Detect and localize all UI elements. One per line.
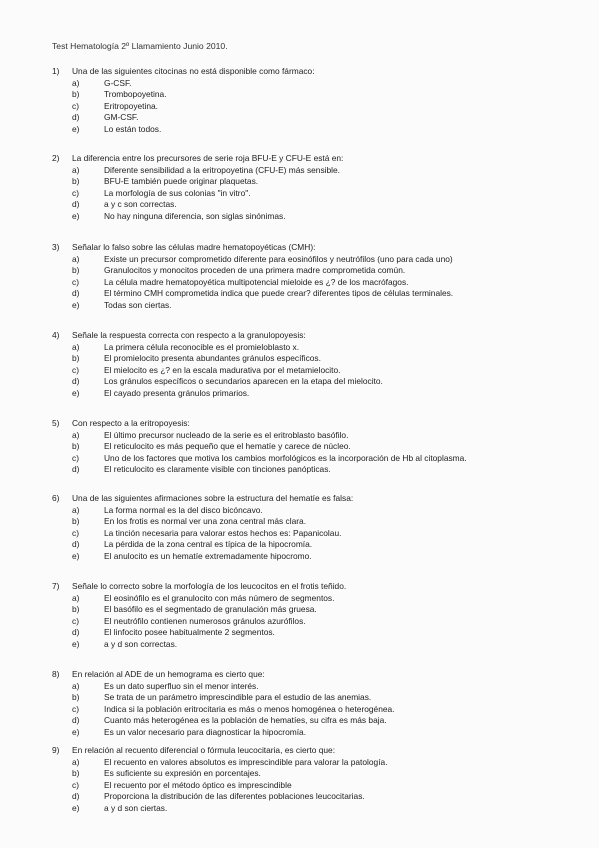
answer-option (52, 277, 572, 289)
option-letter: b) (72, 516, 80, 527)
answer-option (52, 757, 572, 769)
option-text: GM-CSF. (104, 112, 139, 123)
option-text: La primera célula reconocible es el promieloblasto x. (104, 341, 300, 352)
answer-option (52, 604, 572, 616)
option-text: Es un dato superfluo sin el menor interés. (104, 680, 259, 691)
answer-option (52, 715, 572, 727)
option-text: a y d son ciertas. (104, 802, 168, 813)
option-letter: d) (72, 112, 80, 123)
option-letter: d) (72, 539, 80, 550)
answer-option (52, 353, 572, 365)
question-number: 1) (52, 66, 60, 76)
answer-option (52, 101, 572, 113)
answer-option (52, 692, 572, 704)
question-stem (52, 153, 572, 165)
option-text: a y c son correctas. (104, 199, 177, 210)
question-text: Señale la respuesta correcta con respecto a la granulopoyesis: (72, 330, 306, 340)
question-4 (52, 330, 572, 400)
answer-option (52, 627, 572, 639)
option-letter: a) (72, 164, 80, 175)
question-text: Una de las siguientes citocinas no está disponible como fármaco: (72, 66, 315, 76)
option-text: El cayado presenta gránulos primarios. (104, 387, 250, 398)
option-letter: a) (72, 77, 80, 88)
question-3 (52, 242, 572, 312)
option-letter: c) (72, 615, 79, 626)
option-text: La morfología de sus colonias "in vitro". (104, 187, 251, 198)
option-text: Cuanto más heterogénea es la población de hematíes, su cifra es más baja. (104, 715, 387, 726)
option-letter: b) (72, 692, 80, 703)
option-letter: e) (72, 123, 80, 134)
option-text: El eosinófilo es el granulocito con más número de segmentos. (104, 592, 335, 603)
answer-option (52, 803, 572, 815)
question-number: 5) (52, 418, 60, 428)
answer-option (52, 441, 572, 453)
option-text: El basófilo es el segmentado de granulación más gruesa. (104, 604, 317, 615)
answer-option (52, 516, 572, 528)
option-text: Todas son ciertas. (104, 299, 172, 310)
option-letter: b) (72, 89, 80, 100)
option-letter: c) (72, 276, 79, 287)
answer-option (52, 681, 572, 693)
option-letter: d) (72, 288, 80, 299)
question-text: La diferencia entre los precursores de serie roja BFU-E y CFU-E está en: (72, 153, 344, 163)
option-text: Indica si la población eritrocitaria es más o menos homogénea o heterogénea. (104, 703, 395, 714)
option-letter: d) (72, 464, 80, 475)
option-letter: a) (72, 429, 80, 440)
answer-option (52, 124, 572, 136)
question-number: 7) (52, 581, 60, 591)
question-stem (52, 745, 572, 757)
option-text: El reticulocito es claramente visible con tinciones panópticas. (104, 464, 331, 475)
answer-option (52, 342, 572, 354)
question-1 (52, 66, 572, 136)
question-text: Señalar lo falso sobre las células madre hematopoyéticas (CMH): (72, 242, 316, 252)
option-text: Es suficiente su expresión en porcentajes. (104, 768, 261, 779)
question-number: 6) (52, 493, 60, 503)
answer-option (52, 505, 572, 517)
answer-option (52, 528, 572, 540)
option-text: Eritropoyetina. (104, 100, 158, 111)
answer-option (52, 727, 572, 739)
answer-option (52, 365, 572, 377)
option-text: Uno de los factores que motiva los cambios morfológicos es la incorporación de Hb al citoplasma. (104, 452, 467, 463)
option-text: Es un valor necesario para diagnosticar la hipocromía. (104, 726, 307, 737)
option-text: Existe un precursor comprometido diferente para eosinófilos y neutrófilos (uno para cada uno) (104, 253, 453, 264)
question-2 (52, 153, 572, 223)
document-title: Test Hematología 2º Llamamiento Junio 2010. (52, 41, 228, 51)
option-letter: a) (72, 592, 80, 603)
answer-option (52, 112, 572, 124)
answer-option (52, 89, 572, 101)
answer-option (52, 188, 572, 200)
question-7 (52, 581, 572, 651)
answer-option (52, 165, 572, 177)
option-letter: b) (72, 265, 80, 276)
option-letter: a) (72, 253, 80, 264)
option-text: El término CMH comprometida indica que puede crear? diferentes tipos de células terminales. (104, 288, 454, 299)
answer-option (52, 376, 572, 388)
option-text: Diferente sensibilidad a la eritropoyetina (CFU-E) más sensible. (104, 164, 340, 175)
option-text: El promielocito presenta abundantes gránulos específicos. (104, 353, 321, 364)
option-letter: d) (72, 376, 80, 387)
question-stem (52, 330, 572, 342)
answer-option (52, 254, 572, 266)
option-text: El reticulocito es más pequeño que el hematíe y carece de núcleo. (104, 441, 351, 452)
answer-option (52, 288, 572, 300)
answer-option (52, 639, 572, 651)
answer-option (52, 768, 572, 780)
answer-option (52, 616, 572, 628)
question-5 (52, 418, 572, 476)
option-text: a y d son correctas. (104, 638, 178, 649)
question-stem (52, 669, 572, 681)
option-text: Granulocitos y monocitos proceden de una primera madre comprometida común. (104, 265, 406, 276)
option-text: G-CSF. (104, 77, 132, 88)
question-text: Con respecto a la eritropoyesis: (72, 418, 190, 428)
answer-option (52, 539, 572, 551)
option-letter: c) (72, 703, 79, 714)
option-letter: e) (72, 802, 80, 813)
question-number: 9) (52, 745, 60, 755)
option-letter: b) (72, 768, 80, 779)
option-text: El anulocito es un hematíe extremadamente hipocromo. (104, 550, 312, 561)
option-letter: c) (72, 527, 79, 538)
option-letter: a) (72, 341, 80, 352)
option-letter: b) (72, 176, 80, 187)
option-text: La pérdida de la zona central es típica de la hipocromía. (104, 539, 313, 550)
option-letter: d) (72, 627, 80, 638)
option-letter: a) (72, 504, 80, 515)
question-stem (52, 581, 572, 593)
question-number: 3) (52, 242, 60, 252)
option-text: Los gránulos específicos o secundarios aparecen en la etapa del mielocito. (104, 376, 383, 387)
option-text: El mielocito es ¿? en la escala madurativa por el metamielocito. (104, 364, 341, 375)
option-text: La célula madre hematopoyética multipotencial mieloide es ¿? de los macrófagos. (104, 276, 409, 287)
answer-option (52, 265, 572, 277)
answer-option (52, 176, 572, 188)
question-number: 2) (52, 153, 60, 163)
option-text: En los frotis es normal ver una zona central más clara. (104, 516, 307, 527)
option-text: No hay ninguna diferencia, son siglas sinónimas. (104, 210, 286, 221)
option-text: Trombopoyetina. (104, 89, 167, 100)
option-text: El recuento por el método óptico es imprescindible (104, 779, 292, 790)
question-text: Una de las siguientes afirmaciones sobre la estructura del hematíe es falsa: (72, 493, 354, 503)
answer-option (52, 211, 572, 223)
option-letter: e) (72, 638, 80, 649)
option-text: Se trata de un parámetro imprescindible para el estudio de las anemias. (104, 692, 372, 703)
option-letter: c) (72, 187, 79, 198)
option-text: El linfocito posee habitualmente 2 segmentos. (104, 627, 275, 638)
question-stem (52, 418, 572, 430)
question-stem (52, 66, 572, 78)
option-letter: e) (72, 210, 80, 221)
option-text: El último precursor nucleado de la serie es el eritroblasto basófilo. (104, 429, 349, 440)
option-letter: e) (72, 387, 80, 398)
option-letter: e) (72, 299, 80, 310)
answer-option (52, 430, 572, 442)
option-text: La tinción necesaria para valorar estos hechos es: Papanicolau. (104, 527, 342, 538)
option-letter: c) (72, 452, 79, 463)
answer-option (52, 704, 572, 716)
answer-option (52, 388, 572, 400)
question-number: 4) (52, 330, 60, 340)
question-stem (52, 493, 572, 505)
option-letter: b) (72, 353, 80, 364)
question-text: Señale lo correcto sobre la morfología de los leucocitos en el frotis teñido. (72, 581, 347, 591)
answer-option (52, 453, 572, 465)
answer-option (52, 199, 572, 211)
answer-option (52, 780, 572, 792)
option-letter: c) (72, 100, 79, 111)
answer-option (52, 300, 572, 312)
option-letter: a) (72, 680, 80, 691)
option-text: El recuento en valores absolutos es imprescindible para valorar la patología. (104, 756, 388, 767)
question-8 (52, 669, 572, 739)
option-letter: e) (72, 550, 80, 561)
option-text: La forma normal es la del disco bicóncavo. (104, 504, 263, 515)
option-letter: e) (72, 726, 80, 737)
option-letter: d) (72, 791, 80, 802)
option-text: El neutrófilo contienen numerosos gránulos azurófilos. (104, 615, 306, 626)
option-letter: b) (72, 441, 80, 452)
question-stem (52, 242, 572, 254)
option-text: Lo están todos. (104, 123, 162, 134)
question-text: En relación al recuento diferencial o fórmula leucocitaria, es cierto que: (72, 745, 336, 755)
answer-option (52, 791, 572, 803)
option-text: BFU-E también puede originar plaquetas. (104, 176, 259, 187)
question-9 (52, 745, 572, 815)
option-letter: a) (72, 756, 80, 767)
answer-option (52, 593, 572, 605)
option-letter: b) (72, 604, 80, 615)
option-letter: c) (72, 364, 79, 375)
question-number: 8) (52, 669, 60, 679)
option-letter: c) (72, 779, 79, 790)
answer-option (52, 78, 572, 90)
answer-option (52, 551, 572, 563)
option-letter: d) (72, 199, 80, 210)
option-letter: d) (72, 715, 80, 726)
question-text: En relación al ADE de un hemograma es cierto que: (72, 669, 265, 679)
question-6 (52, 493, 572, 563)
option-text: Proporciona la distribución de las diferentes poblaciones leucocitarias. (104, 791, 365, 802)
answer-option (52, 464, 572, 476)
